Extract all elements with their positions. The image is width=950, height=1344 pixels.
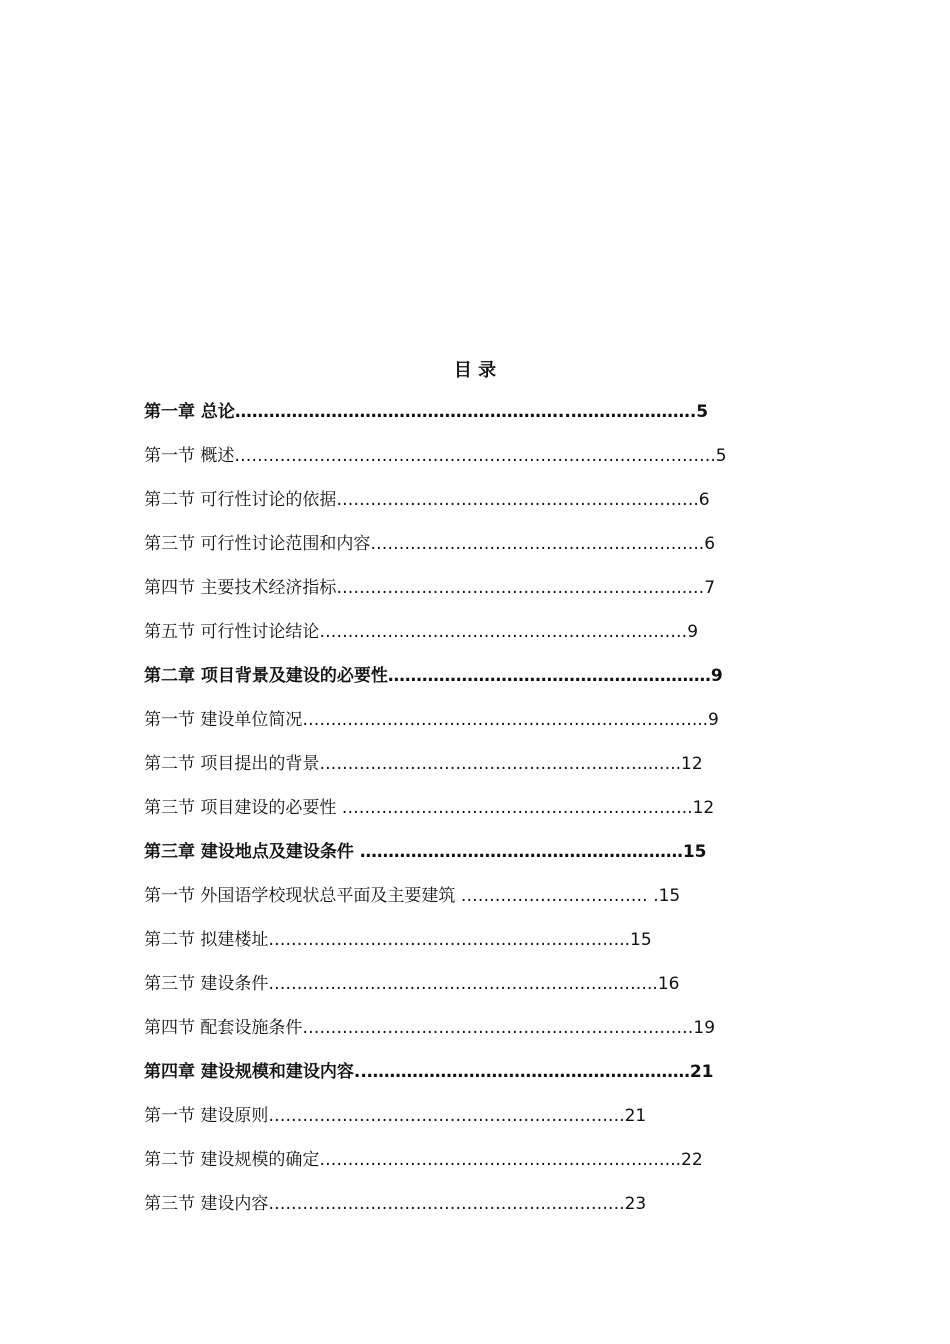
toc-entry-text: 第一节 建设原则…………………………………………..………….21 — [144, 1106, 647, 1126]
toc-entry-text: 第一节 外国语学校现状总平面及主要建筑 …………………………… .15 — [144, 886, 681, 906]
toc-section-1-2 — [144, 486, 784, 530]
toc-section-1-5 — [144, 618, 784, 662]
toc-entry-text: 第二节 项目提出的背景…………………………………………………..…..12 — [144, 754, 703, 774]
toc-entry-text: 第四章 建设规模和建设内容..…………………………………………………21 — [144, 1062, 714, 1082]
toc-heading — [0, 356, 950, 382]
toc-entry-text: 第三章 建设地点及建设条件 …………………………………………………15 — [144, 842, 707, 862]
toc-entry-text: 第二章 项目背景及建设的必要性…………………………………………………9 — [144, 666, 723, 686]
toc-section-1-1 — [144, 442, 784, 486]
toc-entry-text: 第四节 配套设施条件……………………………………………………………19 — [144, 1018, 716, 1038]
toc-entry-text: 第四节 主要技术经济指标……………………………………………………..…7 — [144, 578, 716, 598]
toc-entry-text: 第一章 总论…………………………………………………..………………….5 — [144, 402, 709, 422]
toc-entry-text: 第一节 概述………………………………………………………………………….5 — [144, 446, 727, 466]
toc-section-3-4 — [144, 1014, 784, 1058]
toc-entry-text: 第二节 可行性讨论的依据……………………………………………………….6 — [144, 490, 710, 510]
toc-section-3-1 — [144, 882, 784, 926]
table-of-contents — [144, 398, 784, 1234]
toc-section-3-2 — [144, 926, 784, 970]
toc-section-1-4 — [144, 574, 784, 618]
toc-entry-text: 第二节 拟建楼址…………………………………………..…………..15 — [144, 930, 652, 950]
toc-chapter-4 — [144, 1058, 784, 1102]
toc-entry-text: 第三节 可行性讨论范围和内容…………………………………………………..6 — [144, 534, 716, 554]
toc-section-4-3 — [144, 1190, 784, 1234]
toc-chapter-3 — [144, 838, 784, 882]
toc-section-4-1 — [144, 1102, 784, 1146]
toc-section-2-1 — [144, 706, 784, 750]
toc-section-2-3 — [144, 794, 784, 838]
toc-entry-text: 第五节 可行性讨论结论…………………………………………………..……9 — [144, 622, 699, 642]
toc-entry-text: 第三节 建设条件……..……………………………………………..……..16 — [144, 974, 680, 994]
toc-chapter-1 — [144, 398, 784, 442]
toc-heading-text: 目 录 — [453, 360, 497, 381]
toc-section-2-2 — [144, 750, 784, 794]
toc-entry-text: 第三节 项目建设的必要性 ……………………………………………………..12 — [144, 798, 715, 818]
toc-entry-text: 第二节 建设规模的确定…………………………………………………..…..22 — [144, 1150, 703, 1170]
toc-chapter-2 — [144, 662, 784, 706]
toc-section-3-3 — [144, 970, 784, 1014]
toc-section-4-2 — [144, 1146, 784, 1190]
toc-entry-text: 第一节 建设单位简况……..……………………………………..…………..…...9 — [144, 710, 719, 730]
toc-section-1-3 — [144, 530, 784, 574]
toc-entry-text: 第三节 建设内容…………………………………………..………….23 — [144, 1194, 647, 1214]
